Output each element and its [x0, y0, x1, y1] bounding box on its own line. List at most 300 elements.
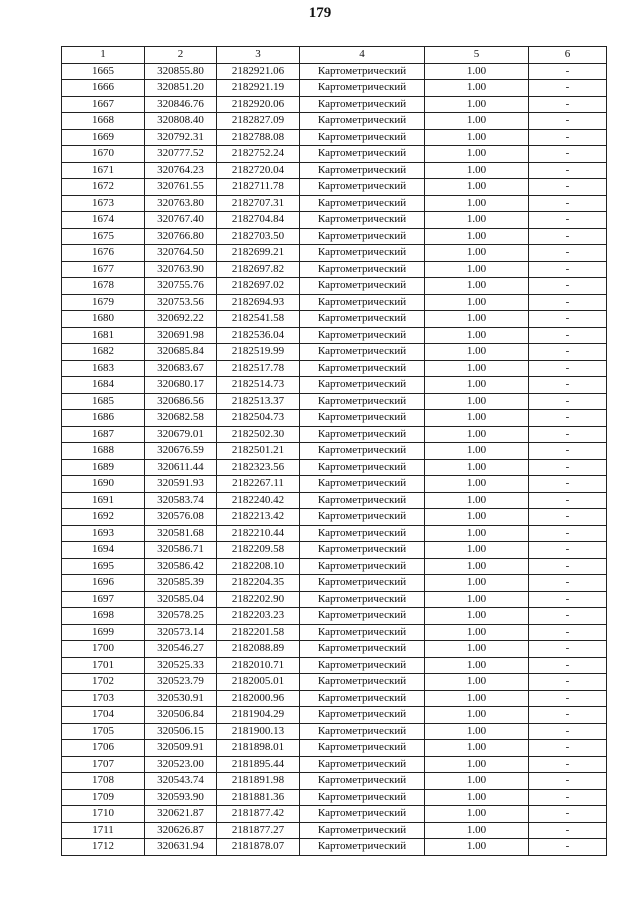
- point-number-cell: 1675: [62, 228, 145, 245]
- y-coordinate-cell: 2182210.44: [217, 525, 300, 542]
- note-cell: -: [529, 525, 607, 542]
- x-coordinate-cell: 320682.58: [145, 410, 217, 427]
- x-coordinate-cell: 320530.91: [145, 690, 217, 707]
- method-cell: Картометрический: [300, 756, 425, 773]
- table-row: [62, 80, 607, 97]
- note-cell: -: [529, 162, 607, 179]
- method-cell: Картометрический: [300, 393, 425, 410]
- note-cell: -: [529, 690, 607, 707]
- point-number-cell: 1688: [62, 443, 145, 460]
- x-coordinate-cell: 320576.08: [145, 509, 217, 526]
- x-coordinate-cell: 320583.74: [145, 492, 217, 509]
- y-coordinate-cell: 2182921.19: [217, 80, 300, 97]
- accuracy-cell: 1.00: [425, 459, 529, 476]
- y-coordinate-cell: 2182921.06: [217, 63, 300, 80]
- point-number-cell: 1687: [62, 426, 145, 443]
- point-number-cell: 1671: [62, 162, 145, 179]
- x-coordinate-cell: 320755.76: [145, 278, 217, 295]
- note-cell: -: [529, 707, 607, 724]
- x-coordinate-cell: 320546.27: [145, 641, 217, 658]
- note-cell: -: [529, 377, 607, 394]
- x-coordinate-cell: 320846.76: [145, 96, 217, 113]
- point-number-cell: 1694: [62, 542, 145, 559]
- table-row: [62, 327, 607, 344]
- method-cell: Картометрический: [300, 542, 425, 559]
- x-coordinate-cell: 320764.50: [145, 245, 217, 262]
- note-cell: -: [529, 806, 607, 823]
- x-coordinate-cell: 320676.59: [145, 443, 217, 460]
- note-cell: -: [529, 591, 607, 608]
- point-number-cell: 1670: [62, 146, 145, 163]
- accuracy-cell: 1.00: [425, 839, 529, 856]
- table-row: [62, 476, 607, 493]
- note-cell: -: [529, 657, 607, 674]
- column-header: 5: [425, 47, 529, 64]
- y-coordinate-cell: 2182513.37: [217, 393, 300, 410]
- note-cell: -: [529, 459, 607, 476]
- method-cell: Картометрический: [300, 558, 425, 575]
- table-row: [62, 773, 607, 790]
- table-row: [62, 740, 607, 757]
- table-row: [62, 129, 607, 146]
- method-cell: Картометрический: [300, 806, 425, 823]
- accuracy-cell: 1.00: [425, 426, 529, 443]
- table-row: [62, 426, 607, 443]
- point-number-cell: 1669: [62, 129, 145, 146]
- y-coordinate-cell: 2182541.58: [217, 311, 300, 328]
- accuracy-cell: 1.00: [425, 129, 529, 146]
- point-number-cell: 1672: [62, 179, 145, 196]
- accuracy-cell: 1.00: [425, 179, 529, 196]
- y-coordinate-cell: 2182703.50: [217, 228, 300, 245]
- accuracy-cell: 1.00: [425, 294, 529, 311]
- point-number-cell: 1692: [62, 509, 145, 526]
- y-coordinate-cell: 2182502.30: [217, 426, 300, 443]
- y-coordinate-cell: 2182697.02: [217, 278, 300, 295]
- accuracy-cell: 1.00: [425, 162, 529, 179]
- x-coordinate-cell: 320692.22: [145, 311, 217, 328]
- table-row: [62, 195, 607, 212]
- method-cell: Картометрический: [300, 789, 425, 806]
- table-row: [62, 278, 607, 295]
- note-cell: -: [529, 839, 607, 856]
- accuracy-cell: 1.00: [425, 245, 529, 262]
- method-cell: Картометрический: [300, 525, 425, 542]
- point-number-cell: 1711: [62, 822, 145, 839]
- table-row: [62, 311, 607, 328]
- method-cell: Картометрический: [300, 459, 425, 476]
- method-cell: Картометрический: [300, 294, 425, 311]
- x-coordinate-cell: 320683.67: [145, 360, 217, 377]
- note-cell: -: [529, 360, 607, 377]
- x-coordinate-cell: 320525.33: [145, 657, 217, 674]
- method-cell: Картометрический: [300, 311, 425, 328]
- method-cell: Картометрический: [300, 822, 425, 839]
- method-cell: Картометрический: [300, 773, 425, 790]
- x-coordinate-cell: 320586.71: [145, 542, 217, 559]
- accuracy-cell: 1.00: [425, 410, 529, 427]
- y-coordinate-cell: 2181904.29: [217, 707, 300, 724]
- accuracy-cell: 1.00: [425, 674, 529, 691]
- y-coordinate-cell: 2182920.06: [217, 96, 300, 113]
- y-coordinate-cell: 2182209.58: [217, 542, 300, 559]
- y-coordinate-cell: 2181898.01: [217, 740, 300, 757]
- table-row: [62, 96, 607, 113]
- x-coordinate-cell: 320585.39: [145, 575, 217, 592]
- y-coordinate-cell: 2182536.04: [217, 327, 300, 344]
- coordinates-table: [61, 46, 607, 856]
- x-coordinate-cell: 320581.68: [145, 525, 217, 542]
- note-cell: -: [529, 410, 607, 427]
- x-coordinate-cell: 320766.80: [145, 228, 217, 245]
- note-cell: -: [529, 575, 607, 592]
- point-number-cell: 1679: [62, 294, 145, 311]
- point-number-cell: 1685: [62, 393, 145, 410]
- y-coordinate-cell: 2182240.42: [217, 492, 300, 509]
- method-cell: Картометрический: [300, 624, 425, 641]
- point-number-cell: 1704: [62, 707, 145, 724]
- y-coordinate-cell: 2182202.90: [217, 591, 300, 608]
- note-cell: -: [529, 476, 607, 493]
- table-row: [62, 624, 607, 641]
- point-number-cell: 1701: [62, 657, 145, 674]
- method-cell: Картометрический: [300, 410, 425, 427]
- note-cell: -: [529, 624, 607, 641]
- note-cell: -: [529, 426, 607, 443]
- point-number-cell: 1703: [62, 690, 145, 707]
- y-coordinate-cell: 2182694.93: [217, 294, 300, 311]
- y-coordinate-cell: 2182267.11: [217, 476, 300, 493]
- x-coordinate-cell: 320611.44: [145, 459, 217, 476]
- y-coordinate-cell: 2182323.56: [217, 459, 300, 476]
- column-header: 2: [145, 47, 217, 64]
- method-cell: Картометрический: [300, 113, 425, 130]
- point-number-cell: 1698: [62, 608, 145, 625]
- method-cell: Картометрический: [300, 674, 425, 691]
- x-coordinate-cell: 320764.23: [145, 162, 217, 179]
- method-cell: Картометрический: [300, 179, 425, 196]
- accuracy-cell: 1.00: [425, 575, 529, 592]
- table-row: [62, 294, 607, 311]
- method-cell: Картометрический: [300, 575, 425, 592]
- point-number-cell: 1677: [62, 261, 145, 278]
- note-cell: -: [529, 228, 607, 245]
- table-row: [62, 839, 607, 856]
- method-cell: Картометрический: [300, 245, 425, 262]
- y-coordinate-cell: 2182514.73: [217, 377, 300, 394]
- point-number-cell: 1681: [62, 327, 145, 344]
- note-cell: -: [529, 492, 607, 509]
- note-cell: -: [529, 773, 607, 790]
- accuracy-cell: 1.00: [425, 360, 529, 377]
- table-row: [62, 806, 607, 823]
- note-cell: -: [529, 327, 607, 344]
- table-row: [62, 261, 607, 278]
- method-cell: Картометрический: [300, 195, 425, 212]
- note-cell: -: [529, 641, 607, 658]
- method-cell: Картометрический: [300, 740, 425, 757]
- table-row: [62, 228, 607, 245]
- accuracy-cell: 1.00: [425, 723, 529, 740]
- point-number-cell: 1682: [62, 344, 145, 361]
- table-row: [62, 113, 607, 130]
- point-number-cell: 1666: [62, 80, 145, 97]
- y-coordinate-cell: 2182088.89: [217, 641, 300, 658]
- note-cell: -: [529, 129, 607, 146]
- note-cell: -: [529, 393, 607, 410]
- method-cell: Картометрический: [300, 690, 425, 707]
- note-cell: -: [529, 245, 607, 262]
- accuracy-cell: 1.00: [425, 608, 529, 625]
- note-cell: -: [529, 443, 607, 460]
- y-coordinate-cell: 2181878.07: [217, 839, 300, 856]
- method-cell: Картометрический: [300, 476, 425, 493]
- method-cell: Картометрический: [300, 707, 425, 724]
- header-row: [62, 47, 607, 64]
- point-number-cell: 1684: [62, 377, 145, 394]
- x-coordinate-cell: 320506.84: [145, 707, 217, 724]
- table-row: [62, 674, 607, 691]
- x-coordinate-cell: 320626.87: [145, 822, 217, 839]
- x-coordinate-cell: 320591.93: [145, 476, 217, 493]
- note-cell: -: [529, 80, 607, 97]
- table-row: [62, 789, 607, 806]
- method-cell: Картометрический: [300, 723, 425, 740]
- accuracy-cell: 1.00: [425, 806, 529, 823]
- method-cell: Картометрический: [300, 839, 425, 856]
- x-coordinate-cell: 320686.56: [145, 393, 217, 410]
- y-coordinate-cell: 2182827.09: [217, 113, 300, 130]
- table-row: [62, 212, 607, 229]
- point-number-cell: 1686: [62, 410, 145, 427]
- accuracy-cell: 1.00: [425, 278, 529, 295]
- x-coordinate-cell: 320523.79: [145, 674, 217, 691]
- x-coordinate-cell: 320506.15: [145, 723, 217, 740]
- y-coordinate-cell: 2182000.96: [217, 690, 300, 707]
- column-header: 1: [62, 47, 145, 64]
- method-cell: Картометрический: [300, 96, 425, 113]
- accuracy-cell: 1.00: [425, 327, 529, 344]
- accuracy-cell: 1.00: [425, 146, 529, 163]
- method-cell: Картометрический: [300, 657, 425, 674]
- y-coordinate-cell: 2182788.08: [217, 129, 300, 146]
- note-cell: -: [529, 96, 607, 113]
- table-row: [62, 344, 607, 361]
- note-cell: -: [529, 294, 607, 311]
- y-coordinate-cell: 2181881.36: [217, 789, 300, 806]
- table-row: [62, 509, 607, 526]
- y-coordinate-cell: 2182504.73: [217, 410, 300, 427]
- accuracy-cell: 1.00: [425, 476, 529, 493]
- table-row: [62, 459, 607, 476]
- method-cell: Картометрический: [300, 278, 425, 295]
- x-coordinate-cell: 320586.42: [145, 558, 217, 575]
- table-row: [62, 608, 607, 625]
- accuracy-cell: 1.00: [425, 740, 529, 757]
- accuracy-cell: 1.00: [425, 822, 529, 839]
- point-number-cell: 1712: [62, 839, 145, 856]
- accuracy-cell: 1.00: [425, 789, 529, 806]
- x-coordinate-cell: 320631.94: [145, 839, 217, 856]
- page-number: 179: [308, 5, 332, 21]
- table-row: [62, 63, 607, 80]
- x-coordinate-cell: 320763.90: [145, 261, 217, 278]
- x-coordinate-cell: 320855.80: [145, 63, 217, 80]
- accuracy-cell: 1.00: [425, 261, 529, 278]
- x-coordinate-cell: 320777.52: [145, 146, 217, 163]
- accuracy-cell: 1.00: [425, 641, 529, 658]
- x-coordinate-cell: 320792.31: [145, 129, 217, 146]
- method-cell: Картометрический: [300, 162, 425, 179]
- y-coordinate-cell: 2181877.42: [217, 806, 300, 823]
- accuracy-cell: 1.00: [425, 195, 529, 212]
- note-cell: -: [529, 789, 607, 806]
- accuracy-cell: 1.00: [425, 443, 529, 460]
- note-cell: -: [529, 740, 607, 757]
- note-cell: -: [529, 344, 607, 361]
- y-coordinate-cell: 2182697.82: [217, 261, 300, 278]
- note-cell: -: [529, 146, 607, 163]
- x-coordinate-cell: 320808.40: [145, 113, 217, 130]
- accuracy-cell: 1.00: [425, 773, 529, 790]
- point-number-cell: 1702: [62, 674, 145, 691]
- x-coordinate-cell: 320680.17: [145, 377, 217, 394]
- x-coordinate-cell: 320685.84: [145, 344, 217, 361]
- table-row: [62, 393, 607, 410]
- table-row: [62, 179, 607, 196]
- accuracy-cell: 1.00: [425, 63, 529, 80]
- point-number-cell: 1680: [62, 311, 145, 328]
- table-row: [62, 525, 607, 542]
- accuracy-cell: 1.00: [425, 509, 529, 526]
- y-coordinate-cell: 2182213.42: [217, 509, 300, 526]
- y-coordinate-cell: 2181891.98: [217, 773, 300, 790]
- point-number-cell: 1667: [62, 96, 145, 113]
- accuracy-cell: 1.00: [425, 393, 529, 410]
- note-cell: -: [529, 674, 607, 691]
- table-row: [62, 410, 607, 427]
- accuracy-cell: 1.00: [425, 657, 529, 674]
- x-coordinate-cell: 320543.74: [145, 773, 217, 790]
- method-cell: Картометрический: [300, 63, 425, 80]
- y-coordinate-cell: 2182711.78: [217, 179, 300, 196]
- note-cell: -: [529, 113, 607, 130]
- table-row: [62, 756, 607, 773]
- method-cell: Картометрический: [300, 608, 425, 625]
- y-coordinate-cell: 2182010.71: [217, 657, 300, 674]
- y-coordinate-cell: 2182517.78: [217, 360, 300, 377]
- point-number-cell: 1705: [62, 723, 145, 740]
- accuracy-cell: 1.00: [425, 624, 529, 641]
- accuracy-cell: 1.00: [425, 591, 529, 608]
- y-coordinate-cell: 2182201.58: [217, 624, 300, 641]
- method-cell: Картометрический: [300, 426, 425, 443]
- accuracy-cell: 1.00: [425, 228, 529, 245]
- x-coordinate-cell: 320753.56: [145, 294, 217, 311]
- x-coordinate-cell: 320761.55: [145, 179, 217, 196]
- note-cell: -: [529, 608, 607, 625]
- point-number-cell: 1708: [62, 773, 145, 790]
- accuracy-cell: 1.00: [425, 344, 529, 361]
- point-number-cell: 1697: [62, 591, 145, 608]
- y-coordinate-cell: 2181877.27: [217, 822, 300, 839]
- point-number-cell: 1690: [62, 476, 145, 493]
- x-coordinate-cell: 320763.80: [145, 195, 217, 212]
- note-cell: -: [529, 822, 607, 839]
- y-coordinate-cell: 2182005.01: [217, 674, 300, 691]
- accuracy-cell: 1.00: [425, 377, 529, 394]
- x-coordinate-cell: 320679.01: [145, 426, 217, 443]
- method-cell: Картометрический: [300, 80, 425, 97]
- y-coordinate-cell: 2182501.21: [217, 443, 300, 460]
- x-coordinate-cell: 320523.00: [145, 756, 217, 773]
- note-cell: -: [529, 542, 607, 559]
- point-number-cell: 1693: [62, 525, 145, 542]
- y-coordinate-cell: 2182519.99: [217, 344, 300, 361]
- note-cell: -: [529, 311, 607, 328]
- table-row: [62, 575, 607, 592]
- method-cell: Картометрический: [300, 360, 425, 377]
- y-coordinate-cell: 2181900.13: [217, 723, 300, 740]
- x-coordinate-cell: 320578.25: [145, 608, 217, 625]
- method-cell: Картометрический: [300, 443, 425, 460]
- point-number-cell: 1699: [62, 624, 145, 641]
- table-row: [62, 443, 607, 460]
- point-number-cell: 1678: [62, 278, 145, 295]
- method-cell: Картометрический: [300, 377, 425, 394]
- point-number-cell: 1668: [62, 113, 145, 130]
- x-coordinate-cell: 320509.91: [145, 740, 217, 757]
- point-number-cell: 1674: [62, 212, 145, 229]
- method-cell: Картометрический: [300, 146, 425, 163]
- point-number-cell: 1706: [62, 740, 145, 757]
- table-row: [62, 558, 607, 575]
- note-cell: -: [529, 212, 607, 229]
- x-coordinate-cell: 320621.87: [145, 806, 217, 823]
- column-header: 3: [217, 47, 300, 64]
- note-cell: -: [529, 63, 607, 80]
- method-cell: Картометрический: [300, 212, 425, 229]
- table-row: [62, 723, 607, 740]
- y-coordinate-cell: 2182707.31: [217, 195, 300, 212]
- method-cell: Картометрический: [300, 641, 425, 658]
- x-coordinate-cell: 320851.20: [145, 80, 217, 97]
- column-header: 4: [300, 47, 425, 64]
- method-cell: Картометрический: [300, 509, 425, 526]
- point-number-cell: 1709: [62, 789, 145, 806]
- method-cell: Картометрический: [300, 228, 425, 245]
- point-number-cell: 1710: [62, 806, 145, 823]
- point-number-cell: 1691: [62, 492, 145, 509]
- table-row: [62, 641, 607, 658]
- method-cell: Картометрический: [300, 344, 425, 361]
- point-number-cell: 1673: [62, 195, 145, 212]
- accuracy-cell: 1.00: [425, 311, 529, 328]
- y-coordinate-cell: 2182208.10: [217, 558, 300, 575]
- accuracy-cell: 1.00: [425, 113, 529, 130]
- point-number-cell: 1683: [62, 360, 145, 377]
- note-cell: -: [529, 558, 607, 575]
- x-coordinate-cell: 320585.04: [145, 591, 217, 608]
- note-cell: -: [529, 179, 607, 196]
- note-cell: -: [529, 756, 607, 773]
- method-cell: Картометрический: [300, 129, 425, 146]
- point-number-cell: 1696: [62, 575, 145, 592]
- y-coordinate-cell: 2181895.44: [217, 756, 300, 773]
- method-cell: Картометрический: [300, 492, 425, 509]
- point-number-cell: 1700: [62, 641, 145, 658]
- x-coordinate-cell: 320593.90: [145, 789, 217, 806]
